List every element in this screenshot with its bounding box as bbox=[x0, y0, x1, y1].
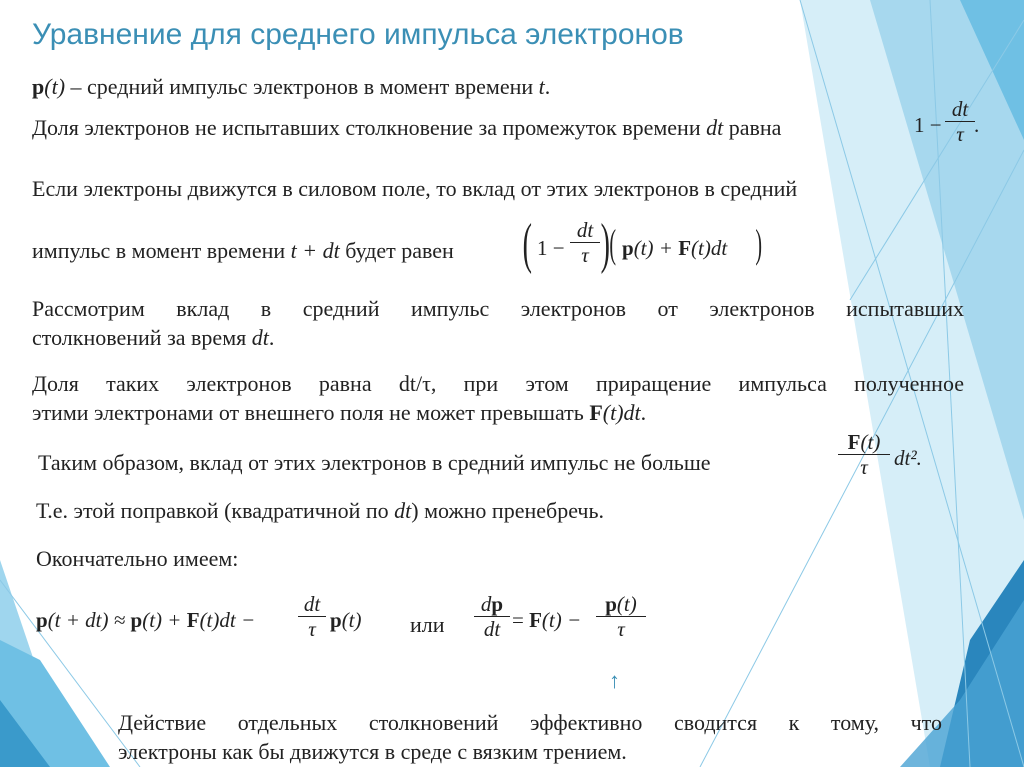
line1-end: . bbox=[544, 74, 551, 99]
symbol-t-plus-dt: t + dt bbox=[290, 238, 340, 263]
bound-denominator: τ bbox=[838, 454, 890, 479]
symbol-t: t bbox=[538, 74, 545, 99]
conclusion-line-a: Действие отдельных столкновений эффективно сводится к тому, что bbox=[118, 710, 942, 735]
contrib-numerator: dt bbox=[576, 218, 594, 242]
line1-text: – средний импульс электронов в момент времени bbox=[65, 74, 539, 99]
eqL-p3: p bbox=[330, 608, 342, 632]
contrib-p: p bbox=[622, 236, 634, 260]
line4-text: импульс в момент времени bbox=[32, 238, 291, 263]
contrib-one: 1 − bbox=[537, 236, 565, 260]
para-fraction-line-a: Доля таких электронов равна dt/τ, при этом приращение импульса полученное bbox=[32, 371, 964, 396]
formula-one-minus-one: 1 − bbox=[914, 113, 942, 137]
eqL-p2: p bbox=[130, 608, 143, 632]
symbol-p: p bbox=[32, 74, 45, 99]
eqL-a3: (t)dt − bbox=[199, 608, 256, 632]
contrib-rhs bbox=[622, 236, 727, 261]
contrib-fraction bbox=[570, 218, 600, 267]
line4-end: будет равен bbox=[339, 238, 454, 263]
eqR-eq: = bbox=[512, 608, 530, 632]
line2-text: Доля электронов не испытавших столкновение за промежуток времени bbox=[32, 115, 707, 140]
contrib-denominator: τ bbox=[570, 242, 600, 267]
contrib-t1: (t) + bbox=[633, 236, 679, 260]
symbol-dt: dt bbox=[706, 115, 724, 140]
eq-right-middle bbox=[512, 608, 581, 633]
line-neglect bbox=[36, 496, 604, 525]
consider-b-text: столкновений за время bbox=[32, 325, 252, 350]
eqR-F: F bbox=[529, 608, 542, 632]
paren-close-2: ) bbox=[755, 221, 762, 266]
line-force-field: Если электроны движутся в силовом поле, то вклад от этих электронов в средний bbox=[32, 176, 798, 201]
contrib-F: F bbox=[678, 236, 692, 260]
line-contribution bbox=[32, 236, 454, 265]
eq-left-fraction bbox=[298, 592, 326, 641]
bound-arg: (t) bbox=[860, 430, 881, 454]
contrib-t2: (t)dt bbox=[691, 236, 728, 260]
fraction-denominator: τ bbox=[945, 121, 975, 146]
eqR-den: dt bbox=[474, 616, 510, 641]
fraction-arg: (t)dt bbox=[602, 400, 641, 425]
eqL-a4: (t) bbox=[341, 608, 362, 632]
line-finally: Окончательно имеем: bbox=[36, 546, 239, 571]
eqL-denominator: τ bbox=[298, 616, 326, 641]
eqR-frac-num bbox=[596, 592, 646, 616]
neglect-b: ) можно пренебречь. bbox=[411, 498, 605, 523]
bound-tail: dt². bbox=[894, 446, 922, 470]
para-consider-line-b bbox=[32, 323, 274, 352]
eqR-p: p bbox=[491, 592, 504, 616]
word-or: или bbox=[410, 612, 445, 637]
eq-right-derivative bbox=[474, 592, 510, 641]
eqL-a1: (t + dt) ≈ bbox=[47, 608, 131, 632]
bound-fraction bbox=[838, 430, 890, 479]
fraction-F: F bbox=[589, 400, 603, 425]
para-consider-line-a: Рассмотрим вклад в средний импульс электронов от электронов испытавших bbox=[32, 296, 964, 321]
fraction-numerator: dt bbox=[951, 97, 969, 121]
paren-open-1: ( bbox=[522, 213, 532, 275]
eqR-d: d bbox=[480, 592, 492, 616]
consider-dt: dt bbox=[251, 325, 269, 350]
eq-left-part1 bbox=[36, 608, 255, 633]
eqL-a2: (t) + bbox=[142, 608, 187, 632]
paren-open-2: ( bbox=[609, 221, 616, 266]
arg-t: (t) bbox=[44, 74, 66, 99]
formula-one-minus-end: . bbox=[974, 113, 980, 137]
eq-right-fraction bbox=[596, 592, 646, 641]
eqL-F: F bbox=[186, 608, 200, 632]
neglect-a: Т.е. этой поправкой (квадратичной по bbox=[36, 498, 395, 523]
up-arrow-icon: ↑ bbox=[609, 668, 620, 693]
line-thus: Таким образом, вклад от этих электронов в средний импульс не больше bbox=[38, 450, 711, 475]
bound-numerator bbox=[838, 430, 890, 454]
neglect-dt: dt bbox=[394, 498, 412, 523]
eqR-frac-den: τ bbox=[596, 616, 646, 641]
eqR-frac-arg: (t) bbox=[616, 592, 637, 616]
formula-one-minus-fraction bbox=[945, 97, 975, 146]
eqR-num bbox=[474, 592, 510, 616]
bound-F: F bbox=[847, 430, 861, 454]
eq-left-part2 bbox=[330, 608, 362, 633]
line2-end: равна bbox=[723, 115, 782, 140]
conclusion-line-b: электроны как бы движутся в среде с вязким трением. bbox=[118, 739, 627, 764]
eqR-a1: (t) − bbox=[541, 608, 582, 632]
fraction-end: . bbox=[640, 400, 647, 425]
eqL-p1: p bbox=[36, 608, 48, 632]
eqL-numerator: dt bbox=[303, 592, 321, 616]
line-momentum-definition bbox=[32, 72, 550, 101]
fraction-b-text: этими электронами от внешнего поля не может превышать bbox=[32, 400, 590, 425]
slide-title: Уравнение для среднего импульса электронов bbox=[32, 18, 684, 51]
paren-close-1: ) bbox=[600, 213, 610, 275]
consider-end: . bbox=[268, 325, 275, 350]
eqR-frac-p: p bbox=[605, 592, 617, 616]
line-fraction-no-collision bbox=[32, 113, 781, 142]
para-fraction-line-b bbox=[32, 398, 646, 427]
